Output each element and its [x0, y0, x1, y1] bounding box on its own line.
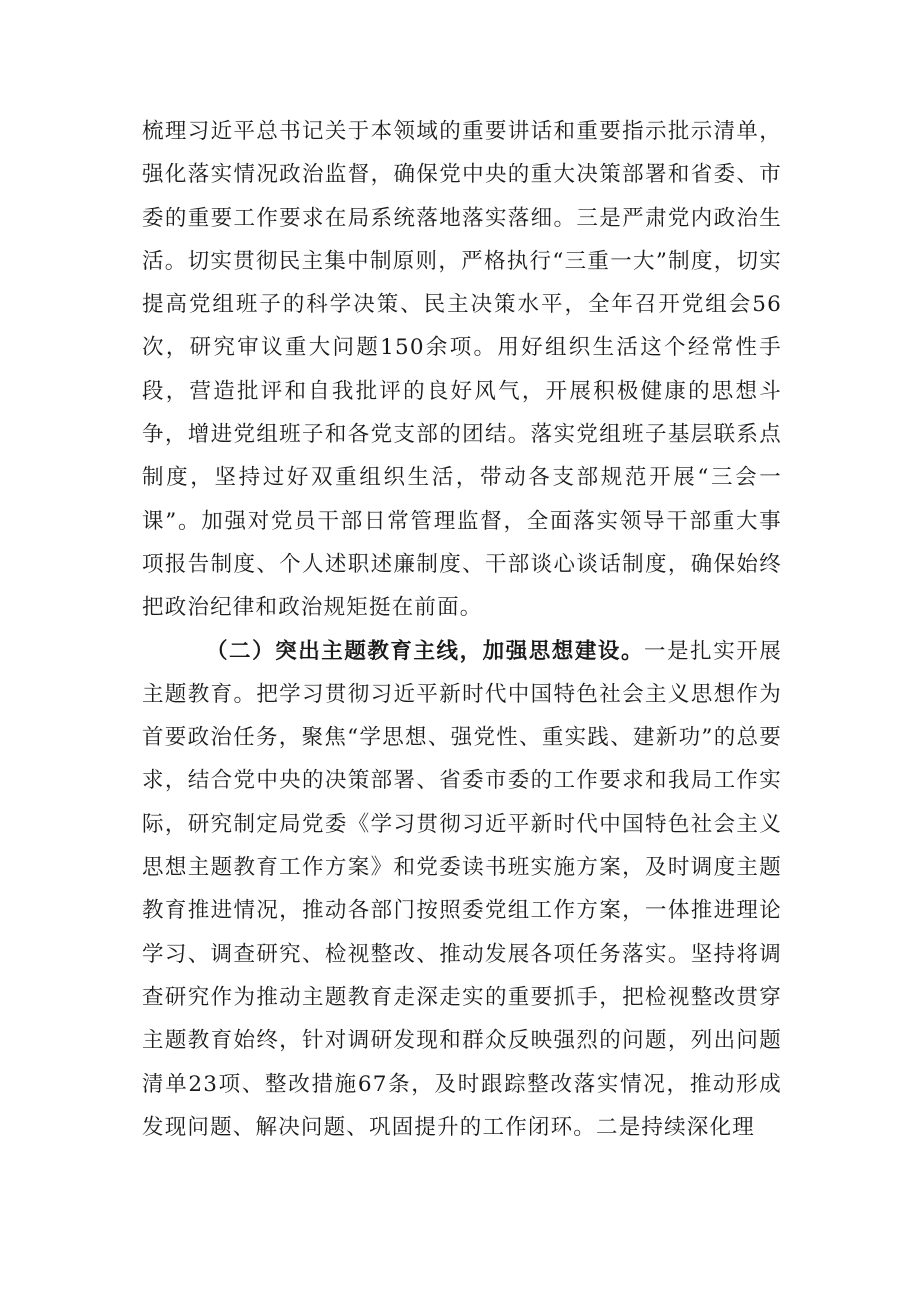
paragraph-continued: 梳理习近平总书记关于本领域的重要讲话和重要指示批示清单，强化落实情况政治监督，确保党中央的重大决策部署和省委、市委的重要工作要求在局系统落地落实落细。三是严肃党内政治生活。切实贯彻民主集中制原则，严格执行“三重一大”制度，切实提高党组班子的科学决策、民主决策水平，全年召开党组会56次，研究审议重大问题150余项。用好组织生活这个经常性手段，营造批评和自我批评的良好风气，开展积极健康的思想斗争，增进党组班子和各党支部的团结。落实党组班子基层联系点制度，坚持过好双重组织生活，带动各支部规范开展“三会一课”。加强对党员干部日常管理监督，全面落实领导干部重大事项报告制度、个人述职述廉制度、干部谈心谈话制度，确保始终把政治纪律和政治规矩挺在前面。 — [142, 119, 782, 621]
paragraph-body: 一是扎实开展主题教育。把学习贯彻习近平新时代中国特色社会主义思想作为首要政治任务，聚焦“学思想、强党性、重实践、建新功”的总要求，结合党中央的决策部署、省委市委的工作要求和我局工作实际，研究制定局党委《学习贯彻习近平新时代中国特色社会主义思想主题教育工作方案》和党委读书班实施方案，及时调度主题教育推进情况，推动各部门按照委党组工作方案，一体推进理论学习、调查研究、检视整改、推动发展各项任务落实。坚持将调查研究作为推动主题教育走深走实的重要抓手，把检视整改贯穿主题教育始终，针对调研发现和群众反映强烈的问题，列出问题清单23项、整改措施67条，及时跟踪整改落实情况，推动形成发现问题、解决问题、巩固提升的工作闭环。二是持续深化理 — [142, 638, 782, 1140]
paragraph-section-two — [142, 630, 782, 1150]
document-body — [142, 110, 782, 1149]
section-heading: （二）突出主题教育主线，加强思想建设。 — [206, 638, 645, 664]
